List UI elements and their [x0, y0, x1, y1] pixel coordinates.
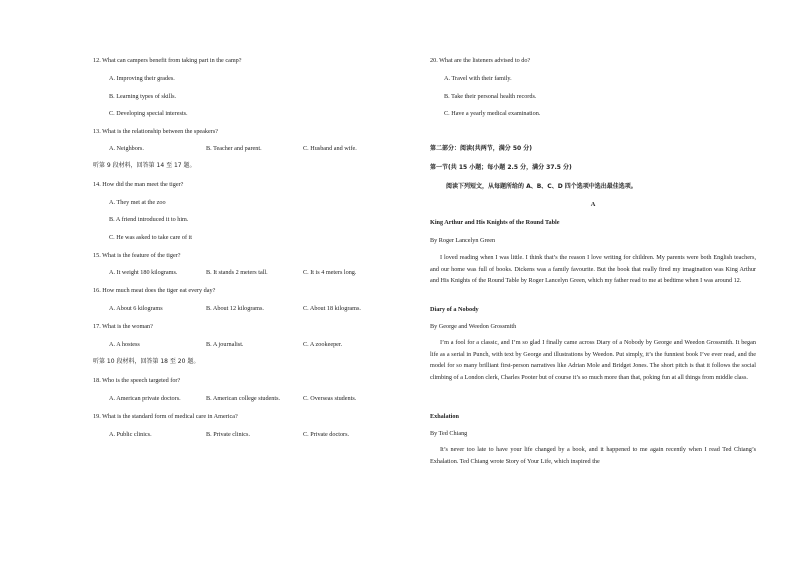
- question-19-option-c: C. Private doctors.: [303, 431, 350, 438]
- question-19-option-a: A. Public clinics.: [109, 431, 152, 438]
- question-13-option-a: A. Neighbors.: [109, 145, 144, 152]
- instruction-passage-9: 听第 9 段材料，回答第 14 至 17 题。: [93, 162, 196, 169]
- question-12-option-c: C. Developing special interests.: [109, 110, 188, 117]
- question-16-stem: 16. How much meat does the tiger eat every day?: [93, 287, 216, 294]
- book2-text: I’m a fool for a classic, and I’m so glad I finally came across Diary of a Nobody by George and Weedon Grossmith. It began life as a serial in Punch, with text by George and illustrations by Weedon. Put simply, it’s the funniest book I’ve ever read, and the model for so many brilliant first-person narratives like Adrian Mole and Bridget Jones. The short pitch is that it follows the social climbing of a London clerk, Charles Pooter but of course it’s so much more than that, poking fun at all things from middle class.: [430, 339, 756, 382]
- book3-paragraph: [430, 444, 756, 467]
- section-one-heading: 第一节(共 15 小题；每小题 2.5 分，满分 37.5 分): [430, 164, 572, 171]
- question-12-option-b: B. Learning types of skills.: [109, 93, 177, 100]
- reading-instruction: 阅读下列短文，从每题所给的 A、B、C、D 四个选项中选出最佳选项。: [446, 183, 637, 190]
- book3-text: It’s never too late to have your life changed by a book, and it happened to me again recently when I read Ted Chiang’s Exhalation. Ted Chiang wrote Story of Your Life, which inspired the: [430, 446, 756, 465]
- book1-title: King Arthur and His Knights of the Round Table: [430, 219, 560, 226]
- question-17-option-a: A. A hostess: [109, 341, 140, 348]
- question-14-option-b: B. A friend introduced it to him.: [109, 216, 189, 223]
- question-14-option-c: C. He was asked to take care of it: [109, 234, 192, 241]
- question-12-option-a: A. Improving their grades.: [109, 75, 175, 82]
- question-15-option-b: B. It stands 2 meters tall.: [206, 269, 268, 276]
- question-17-stem: 17. What is the woman?: [93, 323, 153, 330]
- question-17-option-b: B. A journalist.: [206, 341, 244, 348]
- instruction-passage-10: 听第 10 段材料，回答第 18 至 20 题。: [93, 358, 200, 365]
- book1-author: By Roger Lancelyn Green: [430, 237, 496, 244]
- question-18-option-b: B. American college students.: [206, 395, 281, 402]
- question-20-option-c: C. Have a yearly medical examination.: [444, 110, 541, 117]
- book2-title: Diary of a Nobody: [430, 306, 479, 313]
- question-18-stem: 18. Who is the speech targeted for?: [93, 377, 181, 384]
- question-19-option-b: B. Private clinics.: [206, 431, 250, 438]
- question-17-option-c: C. A zookeeper.: [303, 341, 343, 348]
- question-13-option-b: B. Teacher and parent.: [206, 145, 262, 152]
- question-16-option-a: A. About 6 kilograms: [109, 305, 163, 312]
- question-19-stem: 19. What is the standard form of medical care in America?: [93, 413, 238, 420]
- question-20-option-a: A. Travel with their family.: [444, 75, 512, 82]
- book3-author: By Ted Chiang: [430, 430, 468, 437]
- part-two-heading: 第二部分：阅读(共两节，满分 50 分): [430, 145, 533, 152]
- book1-paragraph: [430, 252, 756, 287]
- question-15-option-c: C. It is 4 meters long.: [303, 269, 357, 276]
- question-12-stem: 12. What can campers benefit from taking part in the camp?: [93, 57, 242, 64]
- question-13-option-c: C. Husband and wife.: [303, 145, 357, 152]
- book2-author: By George and Weedon Grossmith: [430, 323, 517, 330]
- question-20-option-b: B. Take their personal health records.: [444, 93, 537, 100]
- question-14-option-a: A. They met at the zoo: [109, 199, 166, 206]
- passage-label: A: [590, 201, 596, 208]
- question-18-option-c: C. Overseas students.: [303, 395, 357, 402]
- question-20-stem: 20. What are the listeners advised to do?: [430, 57, 531, 64]
- book1-text: I loved reading when I was little. I think that’s the reason I love writing for children. My parents were both English teachers, and our home was full of books. Dickens was a family favourite. But the book that really fired my imagination was King Arthur and His Knights of the Round Table by Roger Lancelyn Green, which my father read to me at bedtime when I was around 12.: [430, 254, 756, 285]
- question-16-option-b: B. About 12 kilograms.: [206, 305, 264, 312]
- book2-paragraph: [430, 337, 756, 384]
- question-13-stem: 13. What is the relationship between the speakers?: [93, 128, 218, 135]
- question-14-stem: 14. How did the man meet the tiger?: [93, 181, 184, 188]
- question-15-option-a: A. It weight 180 kilograms.: [109, 269, 178, 276]
- question-16-option-c: C. About 18 kilograms.: [303, 305, 361, 312]
- question-15-stem: 15. What is the feature of the tiger?: [93, 252, 181, 259]
- book3-title: Exhalation: [430, 413, 459, 420]
- question-18-option-a: A. American private doctors.: [109, 395, 181, 402]
